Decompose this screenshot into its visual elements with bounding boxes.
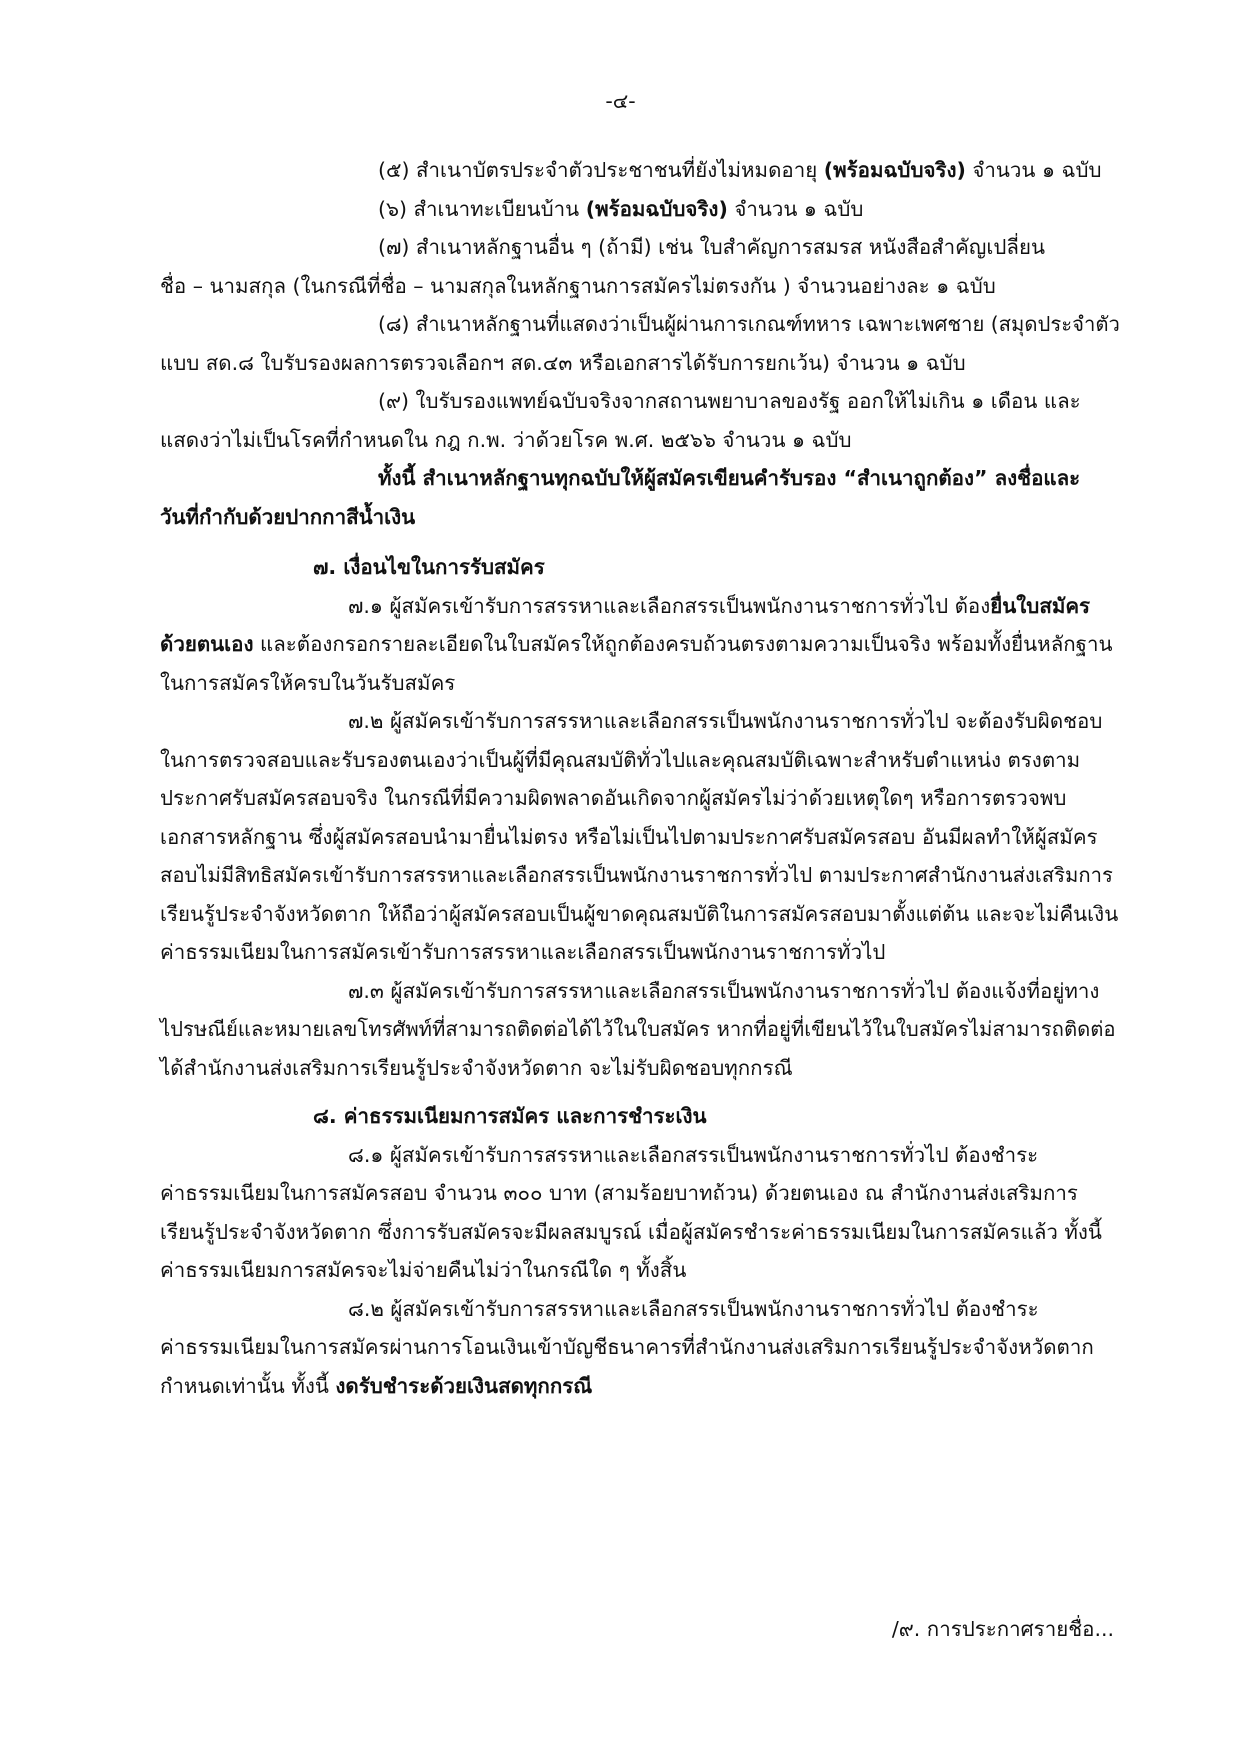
s82-line-3-bold: งดรับชำระด้วยเงินสดทุกกรณี: [335, 1374, 593, 1398]
note-line-1: ทั้งนี้ สำเนาหลักฐานทุกฉบับให้ผู้สมัครเขียนคำรับรอง “สำเนาถูกต้อง” ลงชื่อและ: [378, 466, 1081, 490]
item-5: [378, 160, 1101, 181]
s82-line-1: ๘.๒ ผู้สมัครเข้ารับการสรรหาและเลือกสรรเป็นพนักงานราชการทั่วไป ต้องชำระ: [348, 1297, 1039, 1321]
note-line-2: วันที่กำกับด้วยปากกาสีน้ำเงิน: [160, 505, 416, 529]
s81-line-2: ค่าธรรมเนียมในการสมัครสอบ จำนวน ๓๐๐ บาท (สามร้อยบาทถ้วน) ด้วยตนเอง ณ สำนักงานส่งเสริมการ: [160, 1181, 1078, 1205]
s72-line-2: ในการตรวจสอบและรับรองตนเองว่าเป็นผู้ที่มีคุณสมบัติทั่วไปและคุณสมบัติเฉพาะสำหรับตำแหน่ง ตรงตาม: [160, 748, 1081, 772]
s71-line-1-bold: ยื่นใบสมัคร: [990, 594, 1091, 618]
item-7-line-2: ชื่อ – นามสกุล (ในกรณีที่ชื่อ – นามสกุลในหลักฐานการสมัครไม่ตรงกัน ) จำนวนอย่างละ ๑ ฉบับ: [160, 274, 996, 298]
s72-line-6: เรียนรู้ประจำจังหวัดตาก ให้ถือว่าผู้สมัครสอบเป็นผู้ขาดคุณสมบัติในการสมัครสอบมาตั้งแต่ต้น และจะไม่คืนเงิน: [160, 902, 1119, 926]
item-6: [378, 199, 863, 220]
item-9-line-1: (๙) ใบรับรองแพทย์ฉบับจริงจากสถานพยาบาลของรัฐ ออกให้ไม่เกิน ๑ เดือน และ: [378, 389, 1081, 413]
item-5-text: (๕) สำเนาบัตรประจำตัวประชาชนที่ยังไม่หมดอายุ: [378, 158, 824, 182]
section-7-heading: ๗. เงื่อนไขในการรับสมัคร: [313, 555, 545, 579]
s81-line-1: ๘.๑ ผู้สมัครเข้ารับการสรรหาและเลือกสรรเป็นพนักงานราชการทั่วไป ต้องชำระ: [348, 1143, 1039, 1167]
s81-line-4: ค่าธรรมเนียมการสมัครจะไม่จ่ายคืนไม่ว่าในกรณีใด ๆ ทั้งสิ้น: [160, 1258, 687, 1282]
s72-line-1: ๗.๒ ผู้สมัครเข้ารับการสรรหาและเลือกสรรเป็นพนักงานราชการทั่วไป จะต้องรับผิดชอบ: [348, 709, 1103, 733]
item-7-line-1: (๗) สำเนาหลักฐานอื่น ๆ (ถ้ามี) เช่น ใบสำคัญการสมรส หนังสือสำคัญเปลี่ยน: [378, 235, 1045, 259]
item-6-tail: จำนวน ๑ ฉบับ: [727, 197, 864, 221]
s73-line-2: ไปรษณีย์และหมายเลขโทรศัพท์ที่สามารถติดต่อได้ไว้ในใบสมัคร หากที่อยู่ที่เขียนไว้ในใบสมัครไม่สามารถติดต่อ: [160, 1017, 1116, 1041]
s82-line-3: [160, 1376, 592, 1397]
item-5-bold: (พร้อมฉบับจริง): [823, 158, 966, 182]
s71-line-2: [160, 634, 1113, 655]
section-8-heading: ๘. ค่าธรรมเนียมการสมัคร และการชำระเงิน: [313, 1104, 707, 1128]
s72-line-3: ประกาศรับสมัครสอบจริง ในกรณีที่มีความผิดพลาดอันเกิดจากผู้สมัครไม่ว่าด้วยเหตุใดๆ หรือการตรวจพบ: [160, 786, 1067, 810]
item-8-line-2: แบบ สด.๘ ใบรับรองผลการตรวจเลือกฯ สด.๔๓ หรือเอกสารได้รับการยกเว้น) จำนวน ๑ ฉบับ: [160, 351, 966, 375]
continuation-footer: /๙. การประกาศรายชื่อ...: [891, 1617, 1114, 1641]
s72-line-5: สอบไม่มีสิทธิสมัครเข้ารับการสรรหาและเลือกสรรเป็นพนักงานราชการทั่วไป ตามประกาศสำนักงานส่งเสริมการ: [160, 863, 1113, 887]
item-5-tail: จำนวน ๑ ฉบับ: [965, 158, 1102, 182]
s71-line-2-text: และต้องกรอกรายละเอียดในใบสมัครให้ถูกต้องครบถ้วนตรงตามความเป็นจริง พร้อมทั้งยื่นหลักฐาน: [253, 632, 1113, 656]
item-9-line-2: แสดงว่าไม่เป็นโรคที่กำหนดใน กฎ ก.พ. ว่าด้วยโรค พ.ศ. ๒๕๖๖ จำนวน ๑ ฉบับ: [160, 428, 852, 452]
s72-line-4: เอกสารหลักฐาน ซึ่งผู้สมัครสอบนำมายื่นไม่ตรง หรือไม่เป็นไปตามประกาศรับสมัครสอบ อันมีผลทำให้ผู้สมัคร: [160, 825, 1098, 849]
s71-line-1: [348, 596, 1090, 617]
s71-line-2-bold: ด้วยตนเอง: [160, 632, 254, 656]
s71-line-1-text: ๗.๑ ผู้สมัครเข้ารับการสรรหาและเลือกสรรเป็นพนักงานราชการทั่วไป ต้อง: [348, 594, 991, 618]
s71-line-3: ในการสมัครให้ครบในวันรับสมัคร: [160, 671, 456, 695]
s73-line-3: ได้สำนักงานส่งเสริมการเรียนรู้ประจำจังหวัดตาก จะไม่รับผิดชอบทุกกรณี: [160, 1056, 793, 1080]
s72-line-7: ค่าธรรมเนียมในการสมัครเข้ารับการสรรหาและเลือกสรรเป็นพนักงานราชการทั่วไป: [160, 940, 886, 964]
item-6-text: (๖) สำเนาทะเบียนบ้าน: [378, 197, 586, 221]
s82-line-2: ค่าธรรมเนียมในการสมัครผ่านการโอนเงินเข้าบัญชีธนาคารที่สำนักงานส่งเสริมการเรียนรู้ประจำจังหวัดตาก: [160, 1335, 1094, 1359]
page-number: -๔-: [605, 89, 636, 113]
s73-line-1: ๗.๓ ผู้สมัครเข้ารับการสรรหาและเลือกสรรเป็นพนักงานราชการทั่วไป ต้องแจ้งที่อยู่ทาง: [348, 979, 1100, 1003]
item-6-bold: (พร้อมฉบับจริง): [585, 197, 728, 221]
item-8-line-1: (๘) สำเนาหลักฐานที่แสดงว่าเป็นผู้ผ่านการเกณฑ์ทหาร เฉพาะเพศชาย (สมุดประจำตัว: [378, 312, 1120, 336]
s82-line-3-text: กำหนดเท่านั้น ทั้งนี้: [160, 1374, 336, 1398]
s81-line-3: เรียนรู้ประจำจังหวัดตาก ซึ่งการรับสมัครจะมีผลสมบูรณ์ เมื่อผู้สมัครชำระค่าธรรมเนียมในการสมัครแล้ว ทั้งนี้: [160, 1220, 1102, 1244]
